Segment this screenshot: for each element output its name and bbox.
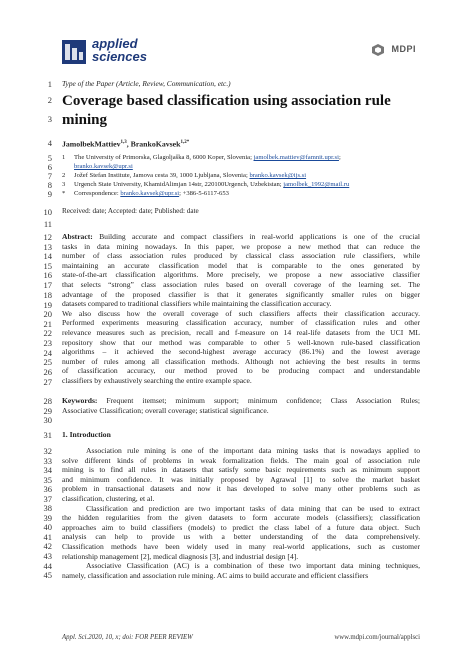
intro-line-text: analysis can help to provide us with a better understanding of the data comprehensively. (62, 532, 420, 542)
intro-line-text: approaches aim to build classifiers (models) to predict the class label of a future data object. Such (62, 522, 420, 532)
author-1: JamolbekMattiev (62, 139, 121, 149)
publisher-name: MDPI (391, 44, 416, 54)
line-number: 20 (43, 308, 52, 319)
line-number: 14 (43, 250, 52, 261)
author-1-sup: 1,3 (120, 140, 127, 145)
affiliations (62, 153, 420, 198)
abstract-line (62, 270, 420, 280)
affiliation-3 (62, 180, 420, 189)
keywords (62, 396, 420, 415)
line-number: 37 (43, 493, 52, 504)
abstract-line-text: We also discuss how the overall coverage of such classifiers affects their classification accuracy. (62, 308, 420, 318)
affiliation-text: Urgench State University, KhamidAlimjan 14str, 220100Urgench, Uzbekistan; (74, 181, 284, 188)
intro-line (62, 542, 420, 552)
intro-line-text: Classification methods have been widely used in many real-world applications, such as customer (62, 541, 420, 551)
abstract-line-text: tasks in data mining nowadays. In this paper, we propose a new method that can reduce the (62, 241, 420, 251)
intro-line (62, 494, 420, 504)
intro-line (62, 532, 420, 542)
author-2: BrankoKavsek (130, 139, 181, 149)
affiliation-tail: ; (338, 154, 341, 161)
affiliation-num: * (62, 190, 66, 197)
affiliation-num: 2 (62, 172, 66, 179)
abstract-line (62, 251, 420, 261)
intro-line (62, 513, 420, 523)
email-link[interactable]: branko.kavsek@ijs.si (249, 172, 307, 179)
line-number: 35 (43, 474, 52, 485)
intro-line-text: namely, classification and association rule mining. AC aims to build accurate and efficient classifiers (62, 570, 369, 580)
line-number: 8 (47, 179, 52, 190)
abstract-line (62, 357, 420, 367)
affiliation-2 (62, 171, 420, 180)
abstract-line-text: relevance measures such as precision, recall and f-measure on 14 real-life datasets from the UCI ML (62, 327, 420, 337)
line-number: 45 (43, 569, 52, 580)
abstract-line-text: that selects “strong” class association rules based on overall coverage of the learning set. The (62, 279, 420, 289)
line-number: 33 (43, 455, 52, 466)
footer-citation: Appl. Sci.2020, 10, x; doi: FOR PEER REVIEW (62, 634, 193, 641)
affiliation-num: 3 (62, 181, 66, 188)
journal-name (92, 37, 147, 63)
line-number: 3 (47, 113, 52, 124)
journal-logo-icon (62, 40, 86, 64)
author-separator: , (126, 139, 131, 149)
affiliation-tail: ; +386-5-6117-653 (179, 190, 229, 197)
line-number: 6 (47, 161, 52, 172)
intro-line (62, 456, 420, 466)
journal-name-line2: sciences (92, 49, 147, 64)
abstract-line (62, 261, 420, 271)
keywords-line-text: Frequent itemset; minimum support; minimum confidence; Class Association Rules; (97, 396, 420, 405)
mdpi-logo-icon (372, 43, 384, 55)
line-number: 26 (43, 366, 52, 377)
line-number: 12 (43, 231, 52, 242)
affiliation-1 (62, 153, 420, 162)
intro-line-text: classification, clustering, et al. (62, 493, 155, 503)
line-number: 2 (47, 94, 52, 105)
line-number: 7 (47, 170, 52, 181)
abstract-line (62, 290, 420, 300)
abstract-line-text: of classification accuracy, our method proved to be producing compact and understandable (62, 366, 420, 376)
abstract-line-text: classifiers by exhaustively searching the entire example space. (62, 375, 252, 385)
line-number: 28 (43, 395, 52, 406)
abstract-line (62, 309, 420, 319)
line-number: 18 (43, 289, 52, 300)
line-number: 31 (43, 429, 52, 440)
line-number: 1 (47, 78, 52, 89)
email-link[interactable]: jamolbek_1992@mail.ru (283, 181, 350, 188)
abstract-line (62, 299, 420, 309)
intro-line-text: Association rule mining is one of the important data mining tasks that is nowadays applied to (86, 446, 420, 455)
intro-line (62, 475, 420, 485)
authors (62, 138, 420, 149)
intro-line (62, 504, 420, 514)
line-number: 24 (43, 347, 52, 358)
line-number: 4 (47, 137, 52, 148)
line-number: 5 (47, 152, 52, 163)
email-link[interactable]: jamolbek.mattiev@famnit.upr.si (253, 154, 339, 161)
abstract-line-text: Performed experiments measuring classification accuracy, number of classification rules and other (62, 318, 420, 328)
intro-line (62, 446, 420, 456)
intro-line-text: Classification and prediction are two important tasks of data mining that can be used to extract (86, 503, 420, 513)
abstract-line (62, 376, 420, 386)
abstract-label: Abstract: (62, 232, 93, 241)
paper-title-line1: Coverage based classification using association rule (62, 93, 391, 109)
correspondence (62, 189, 420, 198)
line-number: 9 (47, 188, 52, 199)
paper-title-line2: mining (62, 112, 108, 128)
line-number: 42 (43, 540, 52, 551)
abstract-line-text: number of class association rules produced by classical class association rule classifiers, while (62, 251, 420, 261)
intro-line (62, 552, 420, 562)
keywords-label: Keywords: (62, 396, 98, 405)
intro-line-text: and minimum confidence. It was initially proposed by Agrawal [1] to solve the market basket (62, 474, 420, 484)
keywords-line (62, 406, 420, 416)
abstract-line (62, 318, 420, 328)
line-number: 11 (43, 218, 52, 229)
author-2-sup: 1,2* (180, 140, 190, 145)
affiliation-text: Jožef Stefan Institute, Jamova cesta 39, 1000 Ljubljana, Slovenia; (74, 172, 250, 179)
affiliation-1b (62, 162, 420, 171)
line-number: 16 (43, 269, 52, 280)
intro-line-text: the hidden regularities from the given datasets to form accurate models (classifiers); classification (62, 513, 420, 523)
paper-type: Type of the Paper (Article, Review, Communication, etc.) (62, 79, 231, 88)
intro-line (62, 571, 420, 581)
intro-line-text: relationship management [2], medical diagnosis [3], and industrial design [4]. (62, 551, 299, 561)
line-number: 30 (43, 414, 52, 425)
line-number: 15 (43, 260, 52, 271)
line-number: 43 (43, 550, 52, 561)
line-number: 25 (43, 356, 52, 367)
abstract-line (62, 366, 420, 376)
line-number: 10 (43, 206, 52, 217)
introduction-body (62, 446, 420, 580)
abstract-line (62, 242, 420, 252)
affiliation-num: 1 (62, 154, 66, 161)
affiliation-text: Correspondence: (74, 190, 121, 197)
line-number: 32 (43, 445, 52, 456)
line-number: 40 (43, 521, 52, 532)
abstract-line-text: Building accurate and compact classifiers in real-world applications is one of the crucial (92, 232, 420, 241)
footer-url: www.mdpi.com/journal/applsci (334, 634, 420, 641)
line-number: 41 (43, 531, 52, 542)
line-number: 36 (43, 483, 52, 494)
abstract-line-text: algorithms – it achieved the second-highest average accuracy (86.1%) and the lowest average (62, 347, 420, 357)
line-number: 17 (43, 279, 52, 290)
abstract-line-text: state-of-the-art classification algorithms. More precisely, we propose a new associative classifier (62, 270, 420, 280)
affiliation-text: The University of Primorska, Glagoljaška 8, 6000 Koper, Slovenia; (74, 154, 254, 161)
line-number: 44 (43, 560, 52, 571)
journal-name-line1: applied (92, 36, 138, 51)
line-number: 19 (43, 299, 52, 310)
intro-line-text: problem in transactional datasets and now it has developed to solve many other problems such as (62, 484, 420, 494)
intro-line (62, 484, 420, 494)
abstract-line-text: advantage of the proposed classifier is that it generates significantly smaller rules on bigger (62, 289, 420, 299)
line-number: 34 (43, 464, 52, 475)
abstract-line (62, 338, 420, 348)
section-title: 1. Introduction (62, 430, 111, 439)
line-number: 38 (43, 502, 52, 513)
line-number: 21 (43, 318, 52, 329)
intro-line-text: Associative Classification (AC) is a combination of these two important data mining techniques, (86, 561, 420, 571)
abstract-line (62, 232, 420, 242)
intro-line (62, 561, 420, 571)
abstract (62, 232, 420, 386)
line-number: 29 (43, 405, 52, 416)
abstract-line-text: maintaining an accurate classification model that is comparable to the ones generated by (62, 260, 420, 270)
intro-line (62, 523, 420, 533)
abstract-line (62, 280, 420, 290)
line-number: 22 (43, 327, 52, 338)
intro-line (62, 465, 420, 475)
intro-line-text: solve different kinds of problems in weak formalization fields. The main goal of association rule (62, 455, 420, 465)
line-number: 13 (43, 241, 52, 252)
email-link[interactable]: branko.kavsek@upr.si (120, 190, 180, 197)
abstract-line-text: number of rules among all classification methods. Although not achieving the best results in terms (62, 356, 420, 366)
line-number: 23 (43, 337, 52, 348)
abstract-line-text: repository show that our method was comparable to other 5 well-known rule-based classification (62, 337, 420, 347)
received-dates: Received: date; Accepted: date; Published: date (62, 207, 199, 215)
line-number: 27 (43, 376, 52, 387)
intro-line-text: mining is to find all rules in datasets that satisfy some basic requirements such as minimum support (62, 465, 420, 475)
abstract-line (62, 328, 420, 338)
keywords-line (62, 396, 420, 406)
keywords-line-text: Associative Classification; overall coverage; statistical significance. (62, 405, 269, 415)
abstract-line (62, 347, 420, 357)
abstract-line-text: datasets compared to traditional classifiers while maintaining the classification accuracy. (62, 299, 332, 309)
line-number: 39 (43, 512, 52, 523)
email-link[interactable]: branko.kavsek@upr.si (74, 163, 133, 170)
